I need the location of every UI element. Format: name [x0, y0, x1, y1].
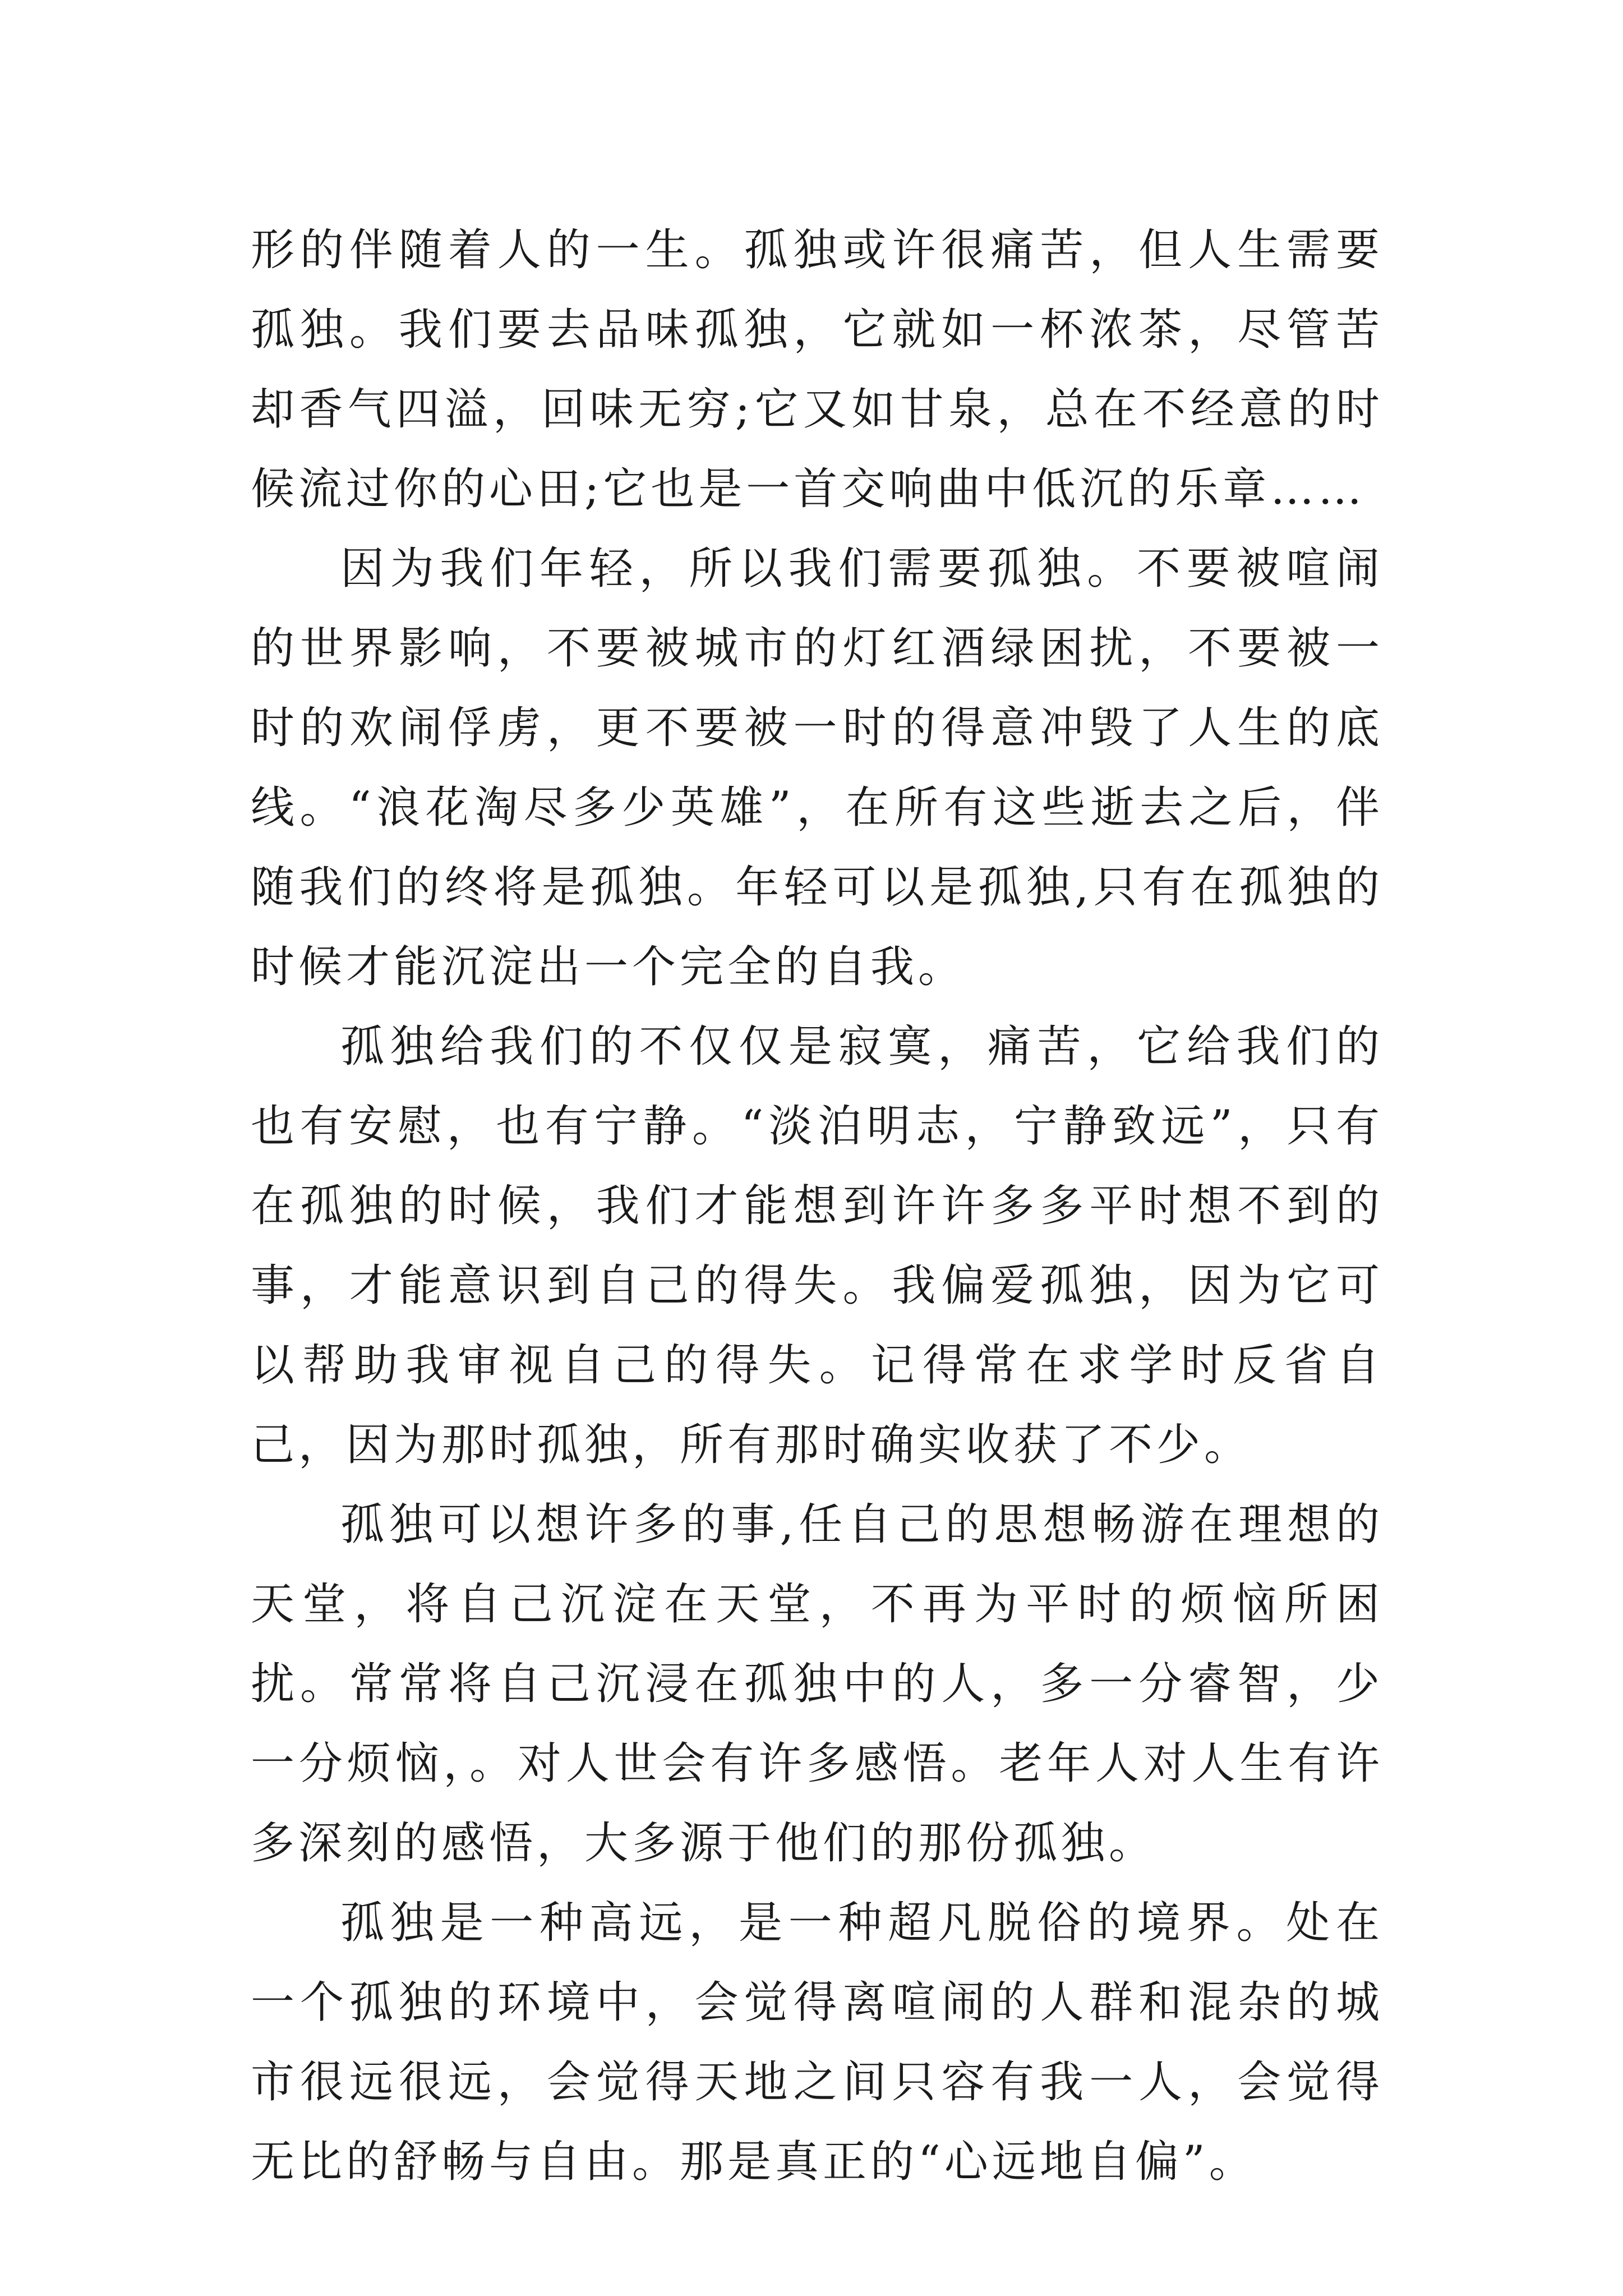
paragraph-2: 因为我们年轻，所以我们需要孤独。不要被喧闹的世界影响，不要被城市的灯红酒绿困扰，不要被一时的欢闹俘虏，更不要被一时的得意冲毁了人生的底线。“浪花淘尽多少英雄”，在所有这些逝去之后，伴随我们的终将是孤独。年轻可以是孤独,只有在孤独的时候才能沉淀出一个完全的自我。: [251, 544, 1384, 992]
paragraph-5: 孤独是一种高远，是一种超凡脱俗的境界。处在一个孤独的环境中，会觉得离喧闹的人群和混杂的城市很远很远，会觉得天地之间只容有我一人，会觉得无比的舒畅与自由。那是真正的“心远地自偏”。: [251, 1898, 1384, 2187]
paragraph-1: 形的伴随着人的一生。孤独或许很痛苦，但人生需要孤独。我们要去品味孤独，它就如一杯浓茶，尽管苦却香气四溢，回味无穷;它又如甘泉，总在不经意的时候流过你的心田;它也是一首交响曲中低沉的乐章……: [251, 225, 1384, 514]
paragraph-3: 孤独给我们的不仅仅是寂寞，痛苦，它给我们的也有安慰，也有宁静。“淡泊明志，宁静致远”，只有在孤独的时候，我们才能想到许许多多平时想不到的事，才能意识到自己的得失。我偏爱孤独，因为它可以帮助我审视自己的得失。记得常在求学时反省自己，因为那时孤独，所有那时确实收获了不少。: [251, 1022, 1384, 1470]
essay-body: [251, 210, 1384, 2202]
paragraph-4: 孤独可以想许多的事,任自己的思想畅游在理想的天堂，将自己沉淀在天堂，不再为平时的烦恼所困扰。常常将自己沉浸在孤独中的人，多一分睿智，少一分烦恼，。对人世会有许多感悟。老年人对人生有许多深刻的感悟，大多源于他们的那份孤独。: [251, 1499, 1384, 1869]
